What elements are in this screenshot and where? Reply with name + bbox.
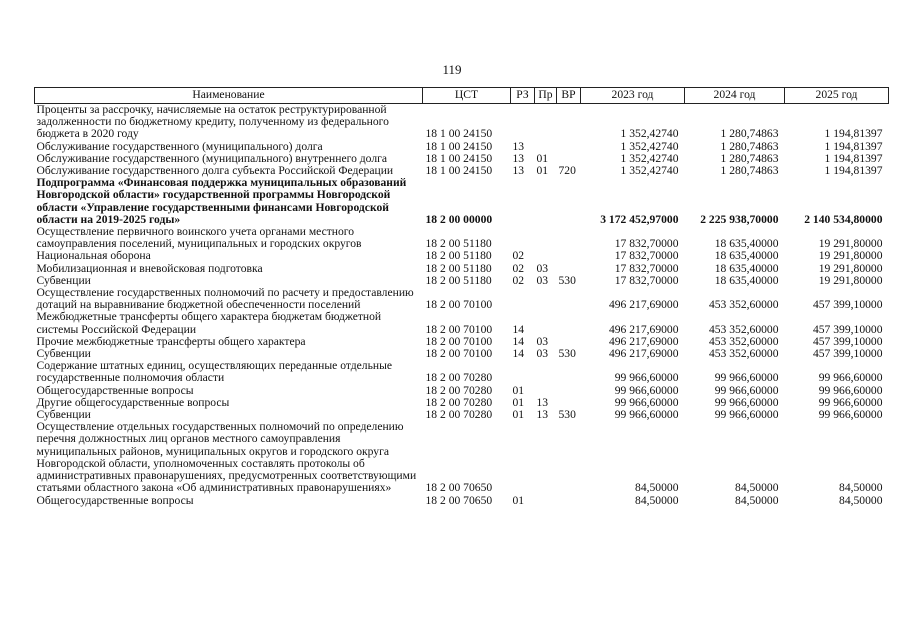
row-pr: 03 <box>536 334 549 348</box>
row-value-2024: 18 635,40000 <box>714 261 779 275</box>
row-value-2023: 496 217,69000 <box>608 334 679 348</box>
table-row <box>35 311 889 335</box>
row-vr <box>557 226 581 250</box>
table-row <box>35 141 889 153</box>
row-rz: 13 <box>512 151 525 165</box>
row-value-2024: 453 352,60000 <box>708 298 779 312</box>
row-pr <box>535 421 557 494</box>
row-cst: 18 1 00 24150 <box>425 139 493 153</box>
row-name: Осуществление отдельных государственных полномочий по определению перечня должностных лиц органов местного самоуправления муниципальных районов, муниципальных округов и городского округа Новгородской области, уполномоченных составлять протоколы об административных правонарушениях, предусмотренных соответствующими статьями областного закона «Об административных правонарушениях» <box>36 420 417 495</box>
row-pr <box>535 360 557 384</box>
row-value-2023: 99 966,60000 <box>614 395 679 409</box>
row-value-2023: 99 966,60000 <box>614 371 679 385</box>
row-vr <box>557 263 581 275</box>
row-pr <box>535 287 557 311</box>
header-vr: ВР <box>557 88 581 104</box>
row-cst: 18 1 00 24150 <box>425 127 493 141</box>
row-value-2025: 2 140 534,80000 <box>804 212 883 226</box>
row-value-2025: 19 291,80000 <box>818 249 883 263</box>
row-value-2024: 453 352,60000 <box>708 334 779 348</box>
row-name: Подпрограмма «Финансовая поддержка муниципальных образований Новгородской области» государственной программы Новгородской области «Управление государственными финансами Новгородской области на 2019-2025 годы» <box>36 176 407 226</box>
row-name: Прочие межбюджетные трансферты общего характера <box>36 334 306 348</box>
row-rz: 13 <box>512 139 525 153</box>
header-name: Наименование <box>35 88 423 104</box>
row-value-2024: 1 280,74863 <box>720 127 779 141</box>
row-cst: 18 2 00 70100 <box>425 334 493 348</box>
row-name: Проценты за рассрочку, начисляемые на остаток реструктурированной задолженности по бюджетному кредиту, полученному из федерального бюджета в 2020 году <box>36 103 389 141</box>
row-vr <box>557 360 581 384</box>
row-value-2023: 1 352,42740 <box>620 151 679 165</box>
row-vr: 720 <box>558 164 576 178</box>
row-name: Содержание штатных единиц, осуществляющих переданные отдельные государственные полномочия области <box>36 359 393 385</box>
row-value-2025: 99 966,60000 <box>818 371 883 385</box>
row-vr <box>557 311 581 335</box>
row-cst: 18 2 00 51180 <box>425 249 492 263</box>
row-name: Обслуживание государственного (муниципального) долга <box>36 139 323 153</box>
row-pr: 01 <box>536 151 549 165</box>
budget-table-container <box>34 87 888 507</box>
row-value-2024: 1 280,74863 <box>720 139 779 153</box>
row-value-2025: 99 966,60000 <box>818 383 883 397</box>
header-2025: 2025 год <box>785 88 889 104</box>
row-rz: 01 <box>512 408 525 422</box>
row-value-2023: 17 832,70000 <box>614 237 679 251</box>
header-rz: РЗ <box>511 88 535 104</box>
row-value-2025: 1 194,81397 <box>824 151 883 165</box>
row-pr: 13 <box>536 395 549 409</box>
row-value-2025: 99 966,60000 <box>818 408 883 422</box>
row-pr <box>535 177 557 226</box>
row-name: Национальная оборона <box>36 249 151 263</box>
row-rz: 14 <box>512 334 525 348</box>
row-name: Обслуживание государственного долга субъекта Российской Федерации <box>36 164 394 178</box>
table-row <box>35 287 889 311</box>
row-value-2023: 496 217,69000 <box>608 298 679 312</box>
row-value-2024: 18 635,40000 <box>714 237 779 251</box>
row-rz <box>511 360 535 384</box>
row-value-2024: 18 635,40000 <box>714 273 779 287</box>
row-value-2023: 496 217,69000 <box>608 322 679 336</box>
row-rz: 01 <box>512 395 525 409</box>
row-vr: 530 <box>558 408 576 422</box>
row-value-2024: 453 352,60000 <box>708 322 779 336</box>
row-rz: 13 <box>512 164 525 178</box>
table-header <box>35 88 889 104</box>
row-value-2023: 1 352,42740 <box>620 127 679 141</box>
row-value-2025: 1 194,81397 <box>824 127 883 141</box>
row-rz: 01 <box>512 383 525 397</box>
row-rz: 02 <box>512 273 525 287</box>
budget-table <box>34 87 889 507</box>
row-cst: 18 2 00 70100 <box>425 322 493 336</box>
row-pr <box>535 104 557 141</box>
row-value-2025: 457 399,10000 <box>812 347 883 361</box>
header-pr: Пр <box>535 88 557 104</box>
row-value-2025: 84,50000 <box>839 481 883 495</box>
row-value-2024: 2 225 938,70000 <box>700 212 779 226</box>
row-value-2024: 1 280,74863 <box>720 164 779 178</box>
row-pr <box>535 141 557 153</box>
row-value-2023: 99 966,60000 <box>614 408 679 422</box>
row-vr <box>557 495 581 507</box>
row-name: Мобилизационная и вневойсковая подготовка <box>36 261 263 275</box>
table-row <box>35 104 889 141</box>
row-value-2024: 99 966,60000 <box>714 371 779 385</box>
row-cst: 18 2 00 70280 <box>425 371 493 385</box>
header-2023: 2023 год <box>581 88 685 104</box>
row-cst: 18 2 00 70100 <box>425 298 493 312</box>
row-value-2025: 19 291,80000 <box>818 261 883 275</box>
row-value-2023: 496 217,69000 <box>608 347 679 361</box>
row-value-2025: 99 966,60000 <box>818 395 883 409</box>
row-pr: 13 <box>536 408 549 422</box>
row-cst: 18 2 00 70650 <box>425 481 493 495</box>
row-value-2023: 17 832,70000 <box>614 273 679 287</box>
table-row <box>35 250 889 262</box>
row-vr: 530 <box>558 347 576 361</box>
row-pr: 03 <box>536 347 549 361</box>
row-cst: 18 2 00 70280 <box>425 383 493 397</box>
row-cst: 18 2 00 00000 <box>425 212 493 226</box>
row-cst: 18 1 00 24150 <box>425 164 493 178</box>
row-value-2025: 1 194,81397 <box>824 164 883 178</box>
row-value-2024: 99 966,60000 <box>714 383 779 397</box>
row-rz: 14 <box>512 322 525 336</box>
header-2024: 2024 год <box>685 88 785 104</box>
row-value-2023: 99 966,60000 <box>614 383 679 397</box>
row-pr <box>535 495 557 507</box>
table-row <box>35 226 889 250</box>
row-rz <box>511 177 535 226</box>
row-vr <box>557 177 581 226</box>
row-name: Обслуживание государственного (муниципального) внутреннего долга <box>36 151 388 165</box>
row-cst: 18 2 00 70100 <box>425 347 493 361</box>
row-name: Субвенции <box>36 273 91 287</box>
row-value-2024: 99 966,60000 <box>714 395 779 409</box>
table-row <box>35 177 889 226</box>
row-vr <box>557 385 581 397</box>
row-pr: 03 <box>536 261 549 275</box>
row-vr <box>557 250 581 262</box>
row-value-2023: 1 352,42740 <box>620 139 679 153</box>
row-vr <box>557 287 581 311</box>
table-row <box>35 421 889 494</box>
row-value-2025: 457 399,10000 <box>812 298 883 312</box>
table-row <box>35 360 889 384</box>
row-value-2025: 84,50000 <box>839 493 883 507</box>
row-value-2024: 18 635,40000 <box>714 249 779 263</box>
row-cst: 18 2 00 51180 <box>425 261 492 275</box>
row-rz <box>511 226 535 250</box>
row-pr <box>535 226 557 250</box>
page-number: 119 <box>442 62 462 77</box>
row-cst: 18 2 00 51180 <box>425 237 492 251</box>
row-rz: 02 <box>512 249 525 263</box>
row-name: Другие общегосударственные вопросы <box>36 395 230 409</box>
row-value-2025: 457 399,10000 <box>812 322 883 336</box>
table-row <box>35 263 889 275</box>
row-cst: 18 2 00 51180 <box>425 273 492 287</box>
row-vr: 530 <box>558 273 576 287</box>
row-value-2024: 1 280,74863 <box>720 151 779 165</box>
row-name: Субвенции <box>36 408 91 422</box>
row-value-2023: 84,50000 <box>635 493 679 507</box>
table-row <box>35 495 889 507</box>
row-value-2025: 19 291,80000 <box>818 237 883 251</box>
row-value-2025: 1 194,81397 <box>824 139 883 153</box>
row-name: Осуществление государственных полномочий по расчету и предоставлению дотаций на выравнивание бюджетной обеспеченности поселений <box>36 286 414 312</box>
row-name: Субвенции <box>36 347 91 361</box>
header-cst: ЦСТ <box>423 88 511 104</box>
row-name: Осуществление первичного воинского учета органами местного самоуправления поселений, муниципальных и городских округов <box>36 225 362 251</box>
row-rz <box>511 421 535 494</box>
row-pr: 01 <box>536 164 549 178</box>
row-vr <box>557 104 581 141</box>
row-value-2023: 17 832,70000 <box>614 249 679 263</box>
row-vr <box>557 141 581 153</box>
row-value-2024: 84,50000 <box>735 481 779 495</box>
row-value-2023: 3 172 452,97000 <box>600 212 679 226</box>
row-value-2025: 19 291,80000 <box>818 273 883 287</box>
row-value-2023: 17 832,70000 <box>614 261 679 275</box>
row-cst: 18 2 00 70280 <box>425 408 493 422</box>
row-rz: 14 <box>512 347 525 361</box>
row-cst: 18 2 00 70280 <box>425 395 493 409</box>
row-value-2024: 453 352,60000 <box>708 347 779 361</box>
row-cst: 18 1 00 24150 <box>425 151 493 165</box>
row-vr <box>557 421 581 494</box>
row-value-2023: 84,50000 <box>635 481 679 495</box>
row-name: Общегосударственные вопросы <box>36 383 194 397</box>
table-body <box>35 104 889 507</box>
row-rz: 02 <box>512 261 525 275</box>
row-pr <box>535 250 557 262</box>
row-pr <box>535 311 557 335</box>
row-name: Общегосударственные вопросы <box>36 493 194 507</box>
row-pr: 03 <box>536 273 549 287</box>
row-value-2024: 84,50000 <box>735 493 779 507</box>
row-rz <box>511 287 535 311</box>
row-cst: 18 2 00 70650 <box>425 493 493 507</box>
row-name: Межбюджетные трансферты общего характера бюджетам бюджетной системы Российской Федерации <box>36 310 382 336</box>
row-value-2024: 99 966,60000 <box>714 408 779 422</box>
row-rz: 01 <box>512 493 525 507</box>
row-value-2023: 1 352,42740 <box>620 164 679 178</box>
row-rz <box>511 104 535 141</box>
row-value-2025: 457 399,10000 <box>812 334 883 348</box>
